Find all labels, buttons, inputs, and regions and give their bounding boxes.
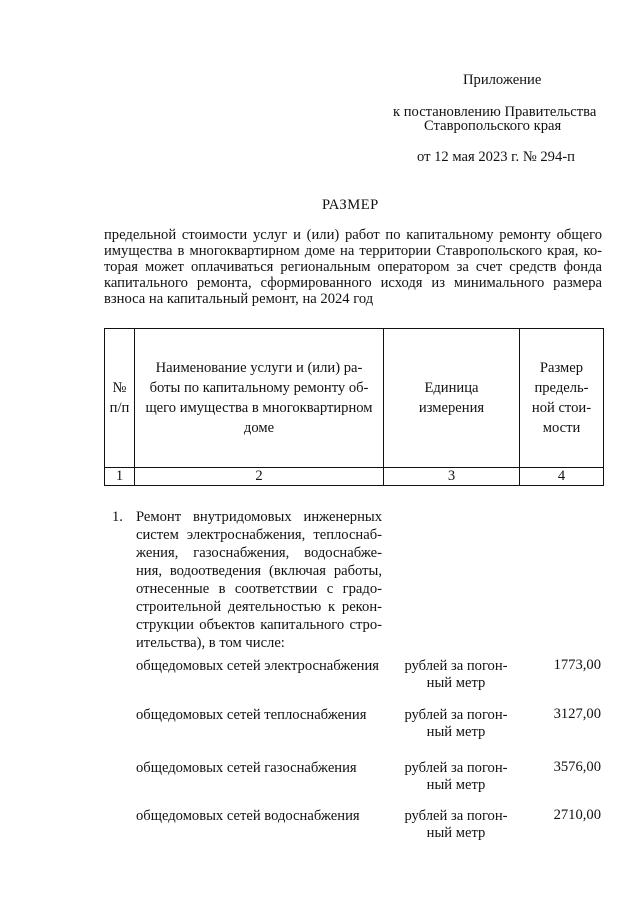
row-unit: рублей за погон- ный метр (404, 808, 508, 841)
item-description-line: отнесенные в соответствии с градо- (136, 581, 382, 597)
row-unit: рублей за погон- ный метр (404, 658, 508, 691)
column-number: 2 (135, 468, 384, 486)
row-name: общедомовых сетей газоснабжения (136, 760, 357, 776)
decree-date-number: от 12 мая 2023 г. № 294-п (417, 149, 575, 165)
item-description-line: Ремонт внутридомовых инженерных (136, 509, 382, 525)
row-name: общедомовых сетей электроснабжения (136, 658, 380, 674)
item-description-line: струкции объектов капитального стро- (136, 617, 382, 633)
row-value: 1773,00 (553, 657, 601, 673)
column-number-row (105, 468, 604, 486)
item-description-line: систем электроснабжения, теплоснаб- (136, 527, 382, 543)
item-number: 1. (112, 509, 123, 525)
item-description-line: ительства), в том числе: (136, 635, 285, 651)
row-value: 2710,00 (553, 807, 601, 823)
row-name: общедомовых сетей теплоснабжения (136, 707, 367, 723)
column-header-unit: Единица измерения (384, 329, 520, 468)
item-description-line: строительной деятельностью к рекон- (136, 599, 382, 615)
row-value: 3576,00 (553, 759, 601, 775)
subtitle-line: предельной стоимости услуг и (или) работ по капитальному ремонту общего (104, 227, 602, 243)
subtitle-line: взноса на капитальный ремонт, на 2024 год (104, 291, 374, 307)
subtitle-line: капитального ремонта, сформированного исходя из минимального размера (104, 275, 602, 291)
row-name: общедомовых сетей водоснабжения (136, 808, 360, 824)
column-number: 1 (105, 468, 135, 486)
row-unit: рублей за погон- ный метр (404, 760, 508, 793)
subtitle-line: имущества в многоквартирном доме на территории Ставропольского края, ко- (104, 243, 602, 259)
column-header-price: Размер предель- ной стои- мости (520, 329, 604, 468)
row-value: 3127,00 (553, 706, 601, 722)
document-title: РАЗМЕР (322, 197, 379, 213)
decree-reference-line1: к постановлению Правительства (393, 104, 597, 120)
item-description-line: ния, водоотведения (включая работы, (136, 563, 382, 579)
row-unit: рублей за погон- ный метр (404, 707, 508, 740)
decree-reference-line2: Ставропольского края (424, 118, 562, 134)
table-header-row (105, 329, 604, 468)
column-number: 3 (384, 468, 520, 486)
item-description-line: жения, газоснабжения, водоснабже- (136, 545, 382, 561)
column-number: 4 (520, 468, 604, 486)
column-header-name: Наименование услуги и (или) ра- боты по капитальному ремонту об- щего имущества в многоквартирном доме (135, 329, 384, 468)
appendix-label: Приложение (463, 72, 542, 88)
subtitle-line: торая может оплачиваться региональным оператором за счет средств фонда (104, 259, 602, 275)
header-table (104, 328, 604, 486)
column-header-number: № п/п (105, 329, 135, 468)
